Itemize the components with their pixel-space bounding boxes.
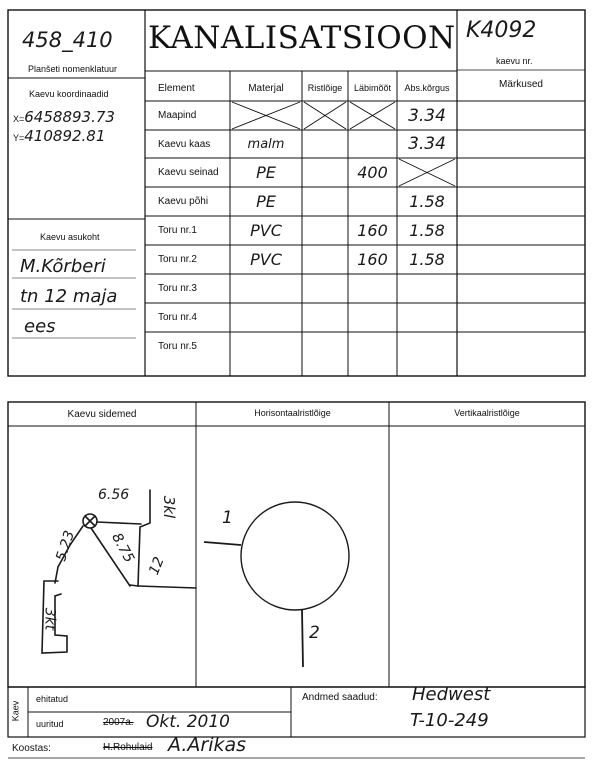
sketch-distance-mid: 8.75 bbox=[108, 530, 137, 566]
table-row-element: Kaevu põhi bbox=[158, 196, 209, 207]
footer-side-label: Kaev bbox=[10, 700, 21, 722]
page-title: KANALISATSIOON bbox=[148, 20, 456, 56]
pipe-label-2: 2 bbox=[309, 623, 320, 643]
table-cell-diameter: 160 bbox=[357, 221, 388, 240]
author-name: A.Arikas bbox=[168, 734, 247, 756]
coordinate-x-value: 6458893.73 bbox=[24, 108, 115, 126]
col-header-abs-height: Abs.kõrgus bbox=[404, 83, 450, 93]
table-cell-material: PVC bbox=[250, 221, 282, 240]
coordinate-x-prefix: X= bbox=[13, 114, 25, 124]
sketch-distance-right: 12 bbox=[146, 554, 168, 578]
table-row-element: Toru nr.1 bbox=[158, 225, 197, 236]
table-cell-abs: 1.58 bbox=[409, 250, 445, 269]
coordinate-x bbox=[13, 108, 115, 126]
author-label: Koostas: bbox=[12, 743, 51, 754]
table-cell-abs: 1.58 bbox=[409, 221, 445, 240]
table-cell-material: PE bbox=[256, 192, 276, 211]
table-row-element: Maapind bbox=[158, 110, 197, 121]
built-label: ehitatud bbox=[36, 694, 69, 704]
col-header-diameter: Läbimõõt bbox=[353, 83, 392, 93]
col-header-remarks: Märkused bbox=[499, 78, 543, 90]
sketch-distance-top: 6.56 bbox=[98, 487, 130, 503]
coordinate-y bbox=[13, 127, 105, 145]
location-line-3: ees bbox=[24, 316, 56, 337]
table-row-element: Toru nr.3 bbox=[158, 283, 197, 294]
nomenclature-value: 458_410 bbox=[22, 28, 113, 52]
table-cell-abs: 3.34 bbox=[408, 134, 446, 154]
nomenclature-label: Planšeti nomenklatuur bbox=[28, 64, 118, 74]
col-header-cross-section: Ristlõige bbox=[307, 83, 343, 93]
location-label: Kaevu asukoht bbox=[40, 232, 100, 242]
table-cell-material: PVC bbox=[250, 250, 282, 269]
table-cell-diameter: 160 bbox=[357, 250, 388, 269]
coordinate-y-value: 410892.81 bbox=[24, 127, 106, 145]
pipe-label-1: 1 bbox=[222, 508, 233, 528]
col-header-element: Element bbox=[158, 82, 195, 94]
sketch-distance-left: 5.23 bbox=[53, 528, 79, 564]
table-row-element: Kaevu kaas bbox=[158, 138, 211, 150]
coordinates-label: Kaevu koordinaadid bbox=[29, 89, 109, 99]
measured-struck-date: 2007a. bbox=[103, 717, 134, 728]
table-row-element: Toru nr.4 bbox=[158, 312, 197, 323]
data-from-label: Andmed saadud: bbox=[302, 692, 378, 703]
location-line-1: M.Kõrberi bbox=[20, 256, 106, 277]
table-row-element: Toru nr.5 bbox=[158, 341, 197, 352]
table-cell-material: malm bbox=[247, 136, 285, 152]
measured-label: uuritud bbox=[36, 719, 64, 729]
table-row-element: Toru nr.2 bbox=[158, 254, 197, 265]
table-row-element: Kaevu seinad bbox=[158, 167, 219, 178]
horizontal-section-label: Horisontaalristlõige bbox=[254, 408, 331, 418]
table-cell-material: PE bbox=[256, 163, 276, 182]
location-line-2: tn 12 maja bbox=[20, 286, 118, 307]
well-number-label: kaevu nr. bbox=[496, 56, 533, 66]
ties-label: Kaevu sidemed bbox=[67, 409, 137, 420]
coordinate-y-prefix: Y= bbox=[13, 133, 25, 143]
vertical-section-label: Vertikaalristlõige bbox=[454, 408, 520, 418]
sketch-building-left: 3kt bbox=[41, 607, 58, 631]
measured-date: Okt. 2010 bbox=[146, 712, 230, 732]
col-header-material: Materjal bbox=[248, 82, 284, 94]
table-cell-diameter: 400 bbox=[357, 163, 388, 182]
data-from-value-2: T-10-249 bbox=[410, 710, 489, 731]
well-number-value: K4092 bbox=[466, 18, 537, 43]
author-struck-name: H.Rohulaid bbox=[103, 742, 153, 753]
table-cell-abs: 3.34 bbox=[408, 105, 446, 126]
table-cell-abs: 1.58 bbox=[409, 192, 445, 211]
sketch-building-top: 3kl bbox=[160, 495, 179, 519]
data-from-value-1: Hedwest bbox=[412, 684, 491, 705]
